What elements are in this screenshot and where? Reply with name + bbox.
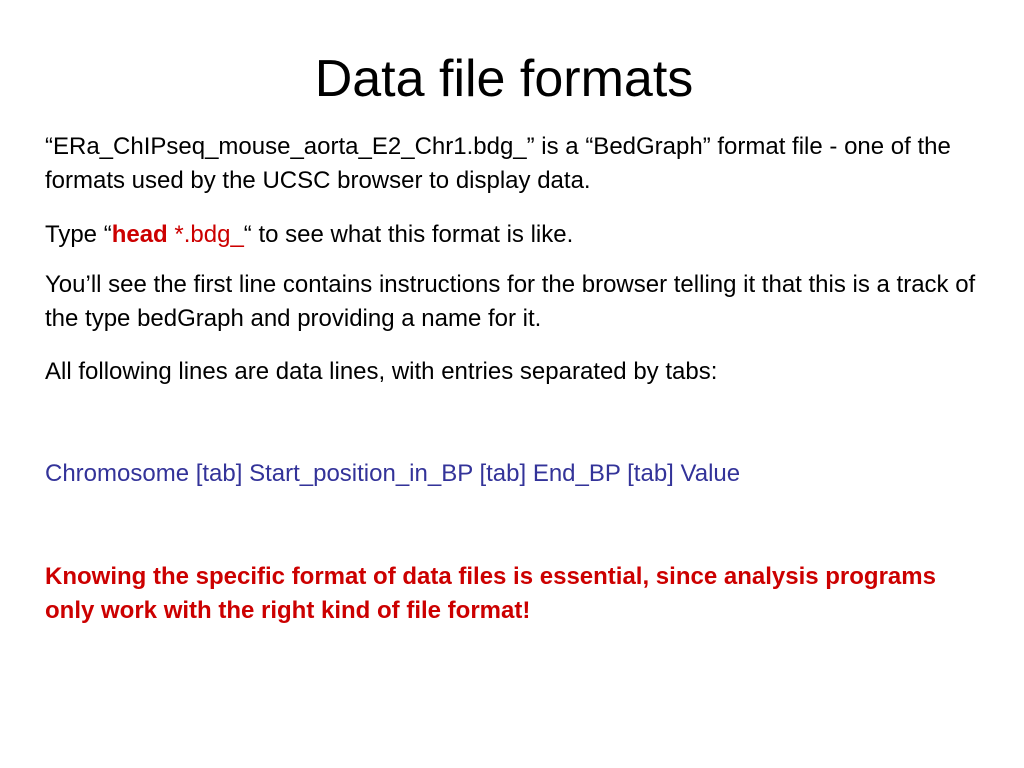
warning-text: Knowing the specific format of data files is essential, since analysis programs only work with the right kind of file format! bbox=[45, 563, 936, 624]
paragraph-bedgraph-intro: “ERa_ChIPseq_mouse_aorta_E2_Chr1.bdg_” is a “BedGraph” format file - one of the formats used by the UCSC browser to display data. bbox=[45, 133, 951, 194]
paragraph-first-line-explanation: You’ll see the first line contains instructions for the browser telling it that this is a track of the type bedGraph and providing a name for it. bbox=[45, 271, 976, 332]
head-command: head bbox=[111, 221, 168, 248]
head-argument: *.bdg_ bbox=[174, 221, 244, 248]
paragraph-head-instruction bbox=[45, 218, 995, 252]
paragraph-data-lines: All following lines are data lines, with entries separated by tabs: bbox=[45, 358, 718, 385]
head-instruction-prefix: Type “ bbox=[45, 221, 112, 248]
slide-title: Data file formats bbox=[314, 50, 694, 108]
format-line: Chromosome [tab] Start_position_in_BP [tab] End_BP [tab] Value bbox=[45, 460, 741, 487]
head-instruction-suffix: “ to see what this format is like. bbox=[243, 221, 574, 248]
